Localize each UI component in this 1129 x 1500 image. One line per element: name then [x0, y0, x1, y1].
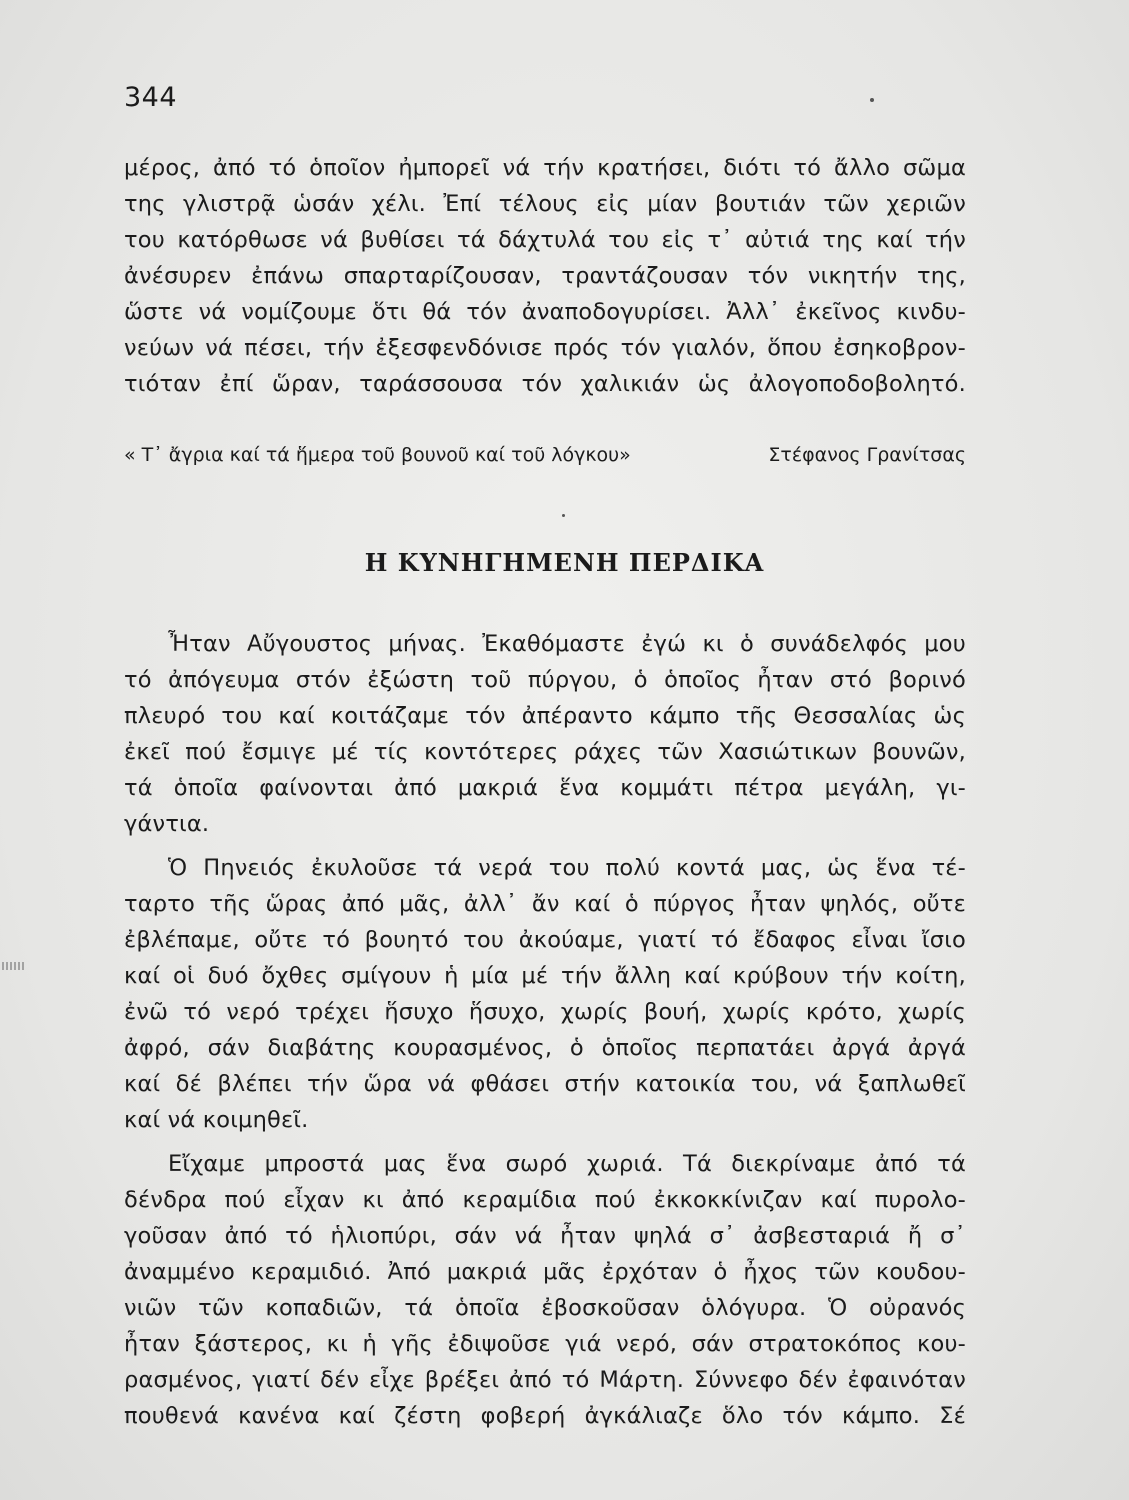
text-line: ἀναμμένο κεραμιδιό. Ἀπό μακριά μᾶς ἐρχόταν ὁ ἦχος τῶν κουδου-: [124, 1259, 966, 1285]
citation-source: « Τ᾽ ἄγρια καί τά ἥμερα τοῦ βουνοῦ καί τοῦ λόγκου»: [124, 444, 631, 466]
text-line: του κατόρθωσε νά βυθίσει τά δάχτυλά του εἰς τ᾽ αὐτιά της καί τήν: [124, 227, 966, 253]
text-line: καί οἱ δυό ὄχθες σμίγουν ἡ μία μέ τήν ἄλλη καί κρύβουν τήν κοίτη,: [124, 963, 966, 989]
text-line: ἀφρό, σάν διαβάτης κουρασμένος, ὁ ὁποῖος περπατάει ἀργά ἀργά: [124, 1035, 966, 1061]
citation-author: Στέφανος Γρανίτσας: [768, 444, 966, 466]
text-line: πλευρό του καί κοιτάζαμε τόν ἀπέραντο κάμπο τῆς Θεσσαλίας ὡς: [124, 703, 966, 729]
text-line: ἀνέσυρεν ἐπάνω σπαρταρίζουσαν, τραντάζουσαν τόν νικητήν της,: [124, 263, 966, 289]
text-line: τά ὁποῖα φαίνονται ἀπό μακριά ἕνα κομμάτι πέτρα μεγάλη, γι-: [124, 775, 966, 801]
text-line: τιόταν ἐπί ὥραν, ταράσσουσα τόν χαλικιάν ὡς ἀλογοποδοβολητό.: [124, 371, 966, 397]
text-line: ἐκεῖ πού ἔσμιγε μέ τίς κοντότερες ράχες τῶν Χασιώτικων βουνῶν,: [124, 739, 966, 765]
text-line: ταρτο τῆς ὥρας ἀπό μᾶς, ἀλλ᾽ ἄν καί ὁ πύργος ἦταν ψηλός, οὔτε: [124, 891, 966, 917]
text-line: καί δέ βλέπει τήν ὥρα νά φθάσει στήν κατοικία του, νά ξαπλωθεῖ: [124, 1071, 966, 1097]
text-line: γοῦσαν ἀπό τό ἡλιοπύρι, σάν νά ἦταν ψηλά σ᾽ ἀσβεσταριά ἤ σ᾽: [124, 1223, 966, 1249]
text-line: πουθενά κανένα καί ζέστη φοβερή ἀγκάλιαζε ὅλο τόν κάμπο. Σέ: [124, 1403, 966, 1429]
speck: [562, 514, 565, 517]
text-line: της γλιστρᾷ ὡσάν χέλι. Ἐπί τέλους εἰς μίαν βουτιάν τῶν χεριῶν: [124, 191, 966, 217]
citation: [124, 437, 966, 473]
text-line: μέρος, ἀπό τό ὁποῖον ἠμπορεῖ νά τήν κρατήσει, διότι τό ἄλλο σῶμα: [124, 155, 966, 181]
text-line: δένδρα πού εἶχαν κι ἀπό κεραμίδια πού ἐκκοκκίνιζαν καί πυρολο-: [124, 1187, 966, 1213]
text-line: ἐβλέπαμε, οὔτε τό βουητό του ἀκούαμε, γιατί τό ἔδαφος εἶναι ἴσιο: [124, 927, 966, 953]
text-line: ἐνῶ τό νερό τρέχει ἥσυχο ἥσυχο, χωρίς βουή, χωρίς κρότο, χωρίς: [124, 999, 966, 1025]
text-line: καί νά κοιμηθεῖ.: [124, 1107, 309, 1133]
text-line: Εἴχαμε μπροστά μας ἕνα σωρό χωριά. Τά διεκρίναμε ἀπό τά: [168, 1151, 966, 1177]
text-line: ὥστε νά νομίζουμε ὅτι θά τόν ἀναποδογυρίσει. Ἀλλ᾽ ἐκεῖνος κινδυ-: [124, 299, 966, 325]
story-title: Η ΚΥΝΗΓΗΜΕΝΗ ΠΕΡΔΙΚΑ: [364, 548, 765, 577]
text-line: νιῶν τῶν κοπαδιῶν, τά ὁποῖα ἐβοσκοῦσαν ὁλόγυρα. Ὁ οὐρανός: [124, 1295, 966, 1321]
text-line: τό ἀπόγευμα στόν ἐξώστη τοῦ πύργου, ὁ ὁποῖος ἦταν στό βορινό: [124, 667, 966, 693]
speck: [870, 98, 874, 102]
text-line: νεύων νά πέσει, τήν ἐξεσφενδόνισε πρός τόν γιαλόν, ὅπου ἐσηκοβρον-: [124, 335, 966, 361]
text-line: Ὁ Πηνειός ἐκυλοῦσε τά νερά του πολύ κοντά μας, ὡς ἕνα τέ-: [168, 855, 966, 881]
page-number: 344: [124, 82, 178, 113]
text-line: γάντια.: [124, 811, 210, 837]
text-line: ρασμένος, γιατί δέν εἶχε βρέξει ἀπό τό Μάρτη. Σύννεφο δέν ἐφαινόταν: [124, 1367, 966, 1393]
text-line: ἦταν ξάστερος, κι ἡ γῆς ἐδιψοῦσε γιά νερό, σάν στρατοκόπος κου-: [124, 1331, 966, 1357]
text-line: Ἦταν Αὔγουστος μήνας. Ἐκαθόμαστε ἐγώ κι ὁ συνάδελφός μου: [168, 631, 966, 657]
margin-smudge: [2, 962, 24, 970]
